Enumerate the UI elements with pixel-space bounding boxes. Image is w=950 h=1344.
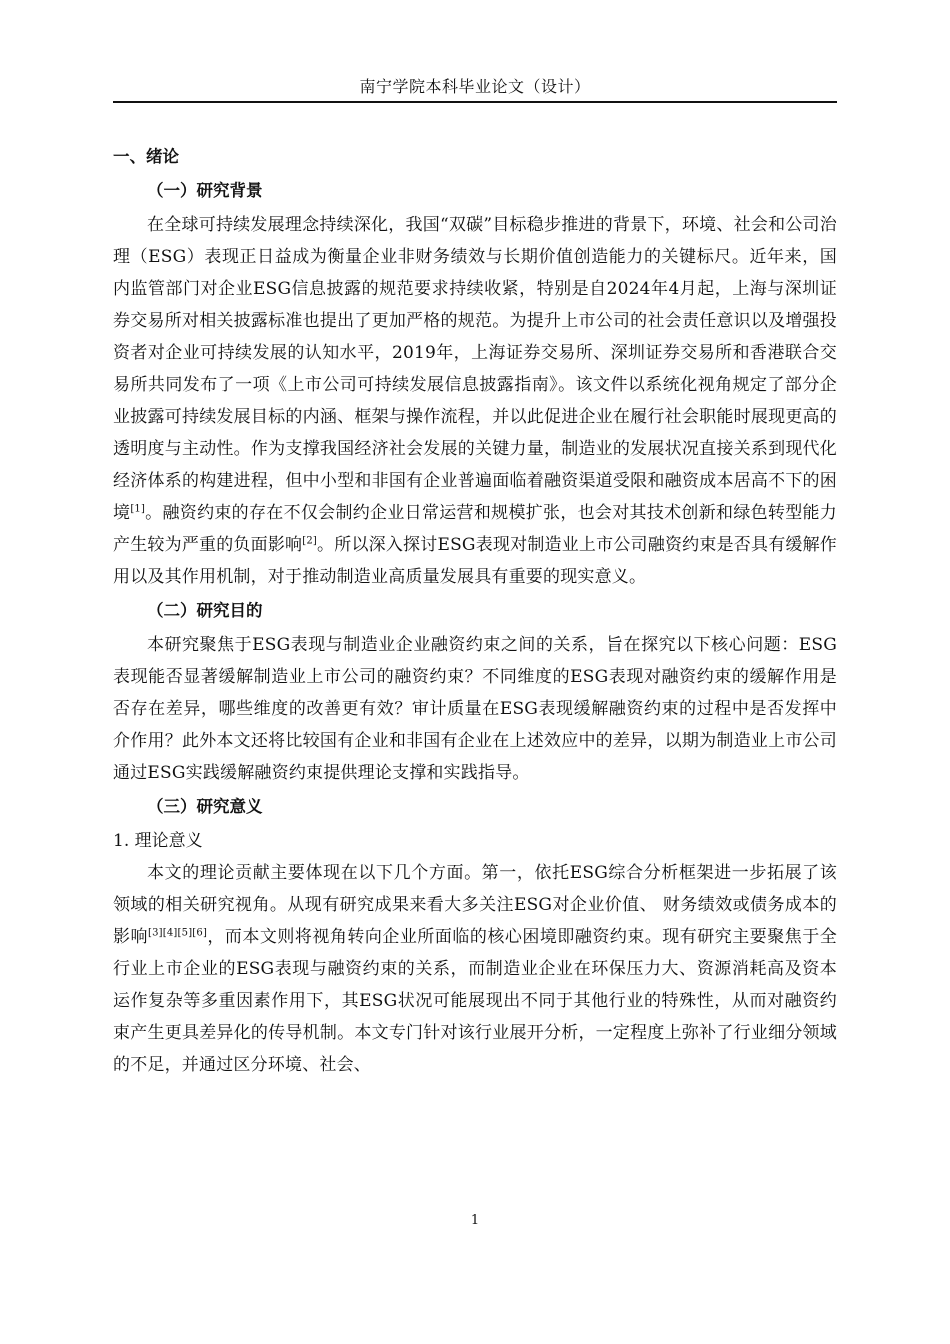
citation: [3][4][5][6] (148, 927, 208, 939)
theory-paragraph (113, 857, 837, 1081)
text-run: 。所以深入探讨ESG表现对制造业上市公司融资约束是否具有缓解作用以及其作用机制，对于推动制造业高质量发展具有重要的现实意义。 (113, 535, 838, 587)
header-divider (113, 101, 837, 103)
citation: [2] (302, 535, 318, 547)
citation: [1] (130, 503, 146, 515)
text-run: 。融资约束的存在不仅会制约企业日常运营和规模扩张，也会对其技术创新和绿色转型能力产生较为严重的负面影响 (113, 503, 838, 555)
page-body (113, 141, 837, 1081)
text-run: 在全球可持续发展理念持续深化，我国“双碳”目标稳步推进的背景下，环境、社会和公司治理（ESG）表现正日益成为衡量企业非财务绩效与长期价值创造能力的关键标尺。近年来，国内监管部门对企业ESG信息披露的规范要求持续收紧，特别是自2024年4月起，上海与深圳证券交易所对相关披露标准也提出了更加严格的规范。为提升上市公司的社会责任意识以及增强投资者对企业可持续发展的认知水平，2019年，上海证券交易所、深圳证券交易所和香港联合交易所共同发布了一项《上市公司可持续发展信息披露指南》。该文件以系统化视角规定了部分企业披露可持续发展目标的内涵、框架与操作流程，并以此促进企业在履行社会职能时展现更高的透明度与主动性。作为支撑我国经济社会发展的关键力量，制造业的发展状况直接关系到现代化经济体系的构建进程，但中小型和非国有企业普遍面临着融资渠道受限和融资成本居高不下的困境 (113, 215, 837, 523)
page-number: 1 (470, 1213, 480, 1228)
background-paragraph (113, 209, 837, 593)
subsection-heading-background: （一）研究背景 (147, 181, 263, 200)
page-header: 南宁学院本科毕业论文（设计） (359, 77, 591, 96)
subsection-heading-purpose: （二）研究目的 (147, 601, 263, 620)
purpose-paragraph: 本研究聚焦于ESG表现与制造业企业融资约束之间的关系，旨在探究以下核心问题：ESG表现能否显著缓解制造业上市公司的融资约束？不同维度的ESG表现对融资约束的缓解作用是否存在差异，哪些维度的改善更有效？审计质量在ESG表现缓解融资约束的过程中是否发挥中介作用？此外本文还将比较国有企业和非国有企业在上述效应中的差异，以期为制造业上市公司通过ESG实践缓解融资约束提供理论支撑和实践指导。 (113, 635, 837, 783)
text-run: 本文的理论贡献主要体现在以下几个方面。第一，依托ESG综合分析框架进一步拓展了该领域的相关研究视角。从现有研究成果来看大多关注ESG对企业价值、 财务绩效或债务成本的影响 (113, 863, 837, 947)
subsection-heading-significance: （三）研究意义 (147, 797, 263, 816)
section-heading: 一、绪论 (113, 147, 179, 166)
text-run: ，而本文则将视角转向企业所面临的核心困境即融资约束。现有研究主要聚焦于全行业上市企业的ESG表现与融资约束的关系，而制造业企业在环保压力大、资源消耗高及资本运作复杂等多重因素作用下，其ESG状况可能展现出不同于其他行业的特殊性，从而对融资约束产生更具差异化的传导机制。本文专门针对该行业展开分析，一定程度上弥补了行业细分领域的不足，并通过区分环境、社会、 (113, 927, 837, 1075)
sub-sub-heading: 1. 理论意义 (113, 831, 203, 851)
